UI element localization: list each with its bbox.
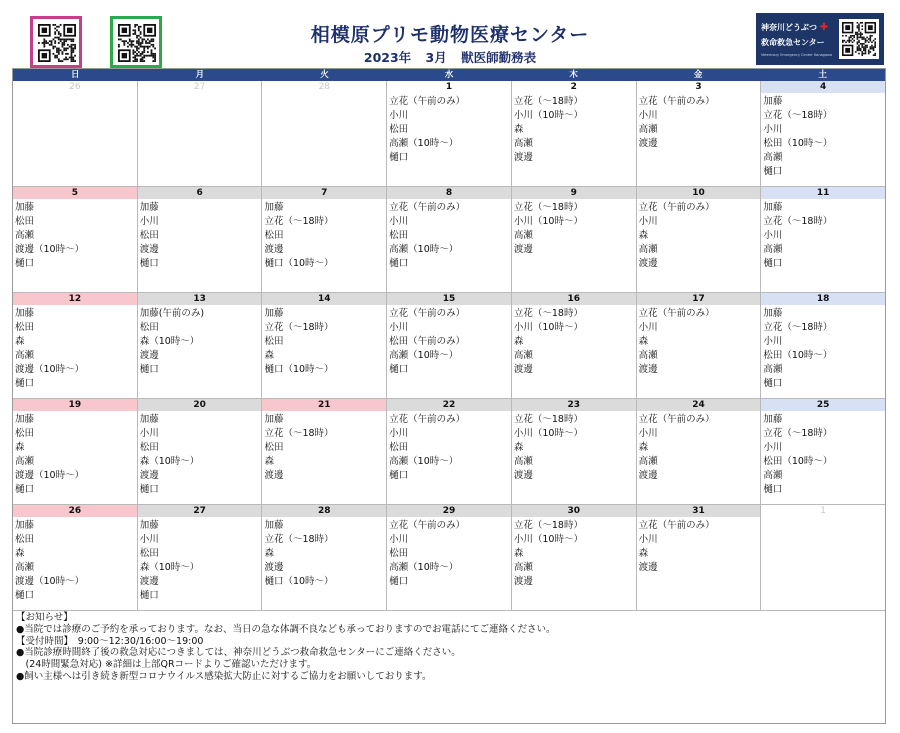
staff-entry: 小川 (389, 322, 409, 333)
weekday-label: 金 (693, 70, 703, 80)
staff-list (761, 199, 885, 271)
staff-entry: 高瀬 (15, 456, 35, 467)
calendar-week-row (13, 187, 885, 293)
day-number: 17 (637, 293, 761, 305)
calendar-day-cell (637, 293, 762, 399)
weekday-label: 火 (320, 70, 329, 80)
staff-entry: 高瀬 (15, 230, 35, 241)
staff-entry: 樋口 (389, 470, 409, 481)
day-number: 22 (387, 399, 511, 411)
staff-entry: 森（10時～） (139, 562, 200, 573)
staff-entry: 渡邊 (513, 152, 533, 163)
staff-entry: 高瀬 (15, 350, 35, 361)
calendar-day-cell (138, 505, 263, 611)
staff-list (512, 411, 636, 483)
staff-entry: 立花（午前のみ） (638, 520, 715, 531)
staff-entry: 小川（10時～） (513, 534, 583, 545)
staff-list (138, 517, 262, 603)
staff-entry: 立花（～18時） (513, 414, 583, 425)
staff-entry: 立花（～18時） (513, 520, 583, 531)
staff-entry: 高瀬 (638, 456, 658, 467)
staff-entry: 樋口 (389, 258, 409, 269)
notice-line: 【お知らせ】 (16, 612, 73, 623)
staff-entry: 森 (513, 548, 524, 559)
staff-list (387, 199, 511, 271)
staff-entry: 小川 (139, 534, 159, 545)
staff-entry: 松田 (139, 442, 159, 453)
day-number: 19 (13, 399, 137, 411)
calendar-day-cell (387, 187, 512, 293)
staff-list (512, 305, 636, 377)
staff-entry: 渡邊 (513, 576, 533, 587)
staff-entry: 加藤 (139, 520, 159, 531)
subtitle-year: 2023年 (363, 50, 412, 65)
staff-entry: 加藤 (15, 414, 35, 425)
calendar-week-row (13, 505, 885, 611)
staff-list (262, 411, 386, 483)
staff-list (512, 93, 636, 165)
calendar-day-cell (138, 293, 263, 399)
staff-entry: 樋口 (763, 166, 783, 177)
staff-list (637, 517, 761, 575)
staff-entry: 立花（～18時） (513, 308, 583, 319)
staff-entry: 樋口 (139, 590, 159, 601)
staff-entry: 樋口 (15, 590, 35, 601)
staff-list (761, 93, 885, 179)
calendar-day-cell (138, 399, 263, 505)
staff-entry: 樋口（10時～） (264, 364, 334, 375)
staff-entry: 小川 (763, 336, 783, 347)
calendar-week-row (13, 293, 885, 399)
staff-entry: 小川 (638, 110, 658, 121)
staff-entry: 立花（～18時） (264, 428, 334, 439)
staff-entry: 立花（午前のみ） (638, 96, 715, 107)
calendar-day-cell (387, 505, 512, 611)
day-number: 29 (387, 505, 511, 517)
calendar-day-cell (262, 187, 387, 293)
calendar-day-cell (637, 399, 762, 505)
day-number: 25 (761, 399, 885, 411)
staff-entry: 立花（～18時） (264, 322, 334, 333)
staff-list (262, 199, 386, 271)
calendar-day-cell (387, 399, 512, 505)
day-number: 7 (262, 187, 386, 199)
day-number: 28 (262, 81, 386, 93)
calendar-day-cell (138, 81, 263, 187)
staff-entry: 立花（午前のみ） (389, 520, 466, 531)
staff-entry: 松田（10時～） (763, 456, 833, 467)
brand-english-name: Veterinary Emergency Center Kanagawa (761, 53, 833, 57)
staff-entry: 高瀬 (15, 562, 35, 573)
calendar-day-cell (637, 505, 762, 611)
weekday-header-row (13, 69, 885, 81)
brand-name-line2: 救命救急センター (761, 38, 825, 47)
calendar-day-cell (637, 81, 762, 187)
staff-entry: 松田 (15, 322, 35, 333)
calendar-day-cell (512, 81, 637, 187)
day-number: 10 (637, 187, 761, 199)
staff-entry: 松田 (264, 336, 284, 347)
staff-entry: 樋口 (15, 258, 35, 269)
staff-entry: 森 (638, 336, 649, 347)
staff-entry: 渡邊 (264, 244, 284, 255)
day-number: 8 (387, 187, 511, 199)
staff-entry: 松田 (15, 428, 35, 439)
day-number: 16 (512, 293, 636, 305)
staff-entry: 高瀬（10時～） (389, 562, 459, 573)
staff-entry: 森 (638, 442, 649, 453)
staff-entry: 樋口 (763, 484, 783, 495)
staff-entry: 松田 (15, 216, 35, 227)
notice-line: (24時間緊急対応) ※詳細は上部QRコードよりご確認いただけます。 (16, 659, 317, 671)
calendar-day-cell (13, 399, 138, 505)
staff-list (138, 199, 262, 271)
staff-entry: 加藤 (763, 414, 783, 425)
staff-entry: 小川 (763, 230, 783, 241)
staff-entry: 小川（10時～） (513, 110, 583, 121)
staff-entry: 森 (264, 350, 274, 361)
staff-list (13, 411, 137, 497)
staff-entry: 立花（～18時） (763, 216, 833, 227)
staff-list (387, 411, 511, 483)
staff-list (512, 199, 636, 257)
red-cross-icon: ✚ (819, 22, 829, 33)
staff-entry: 小川 (389, 428, 409, 439)
staff-entry: 高瀬 (763, 364, 783, 375)
staff-list (13, 305, 137, 391)
emergency-center-banner[interactable] (756, 13, 884, 65)
staff-entry: 樋口（10時～） (264, 258, 334, 269)
staff-entry: 加藤 (763, 96, 783, 107)
day-number: 30 (512, 505, 636, 517)
staff-entry: 高瀬 (763, 152, 783, 163)
day-number: 1 (387, 81, 511, 93)
staff-entry: 立花（～18時） (763, 322, 833, 333)
staff-list (387, 93, 511, 165)
calendar-day-cell (13, 505, 138, 611)
qr-code-icon (842, 22, 876, 56)
staff-entry: 小川 (638, 428, 658, 439)
staff-list (637, 305, 761, 377)
staff-list (387, 305, 511, 377)
day-number: 26 (13, 81, 137, 93)
staff-entry: 高瀬 (638, 350, 658, 361)
calendar-week-row (13, 399, 885, 505)
day-number: 28 (262, 505, 386, 517)
calendar-weeks (13, 81, 885, 611)
staff-entry: 松田 (139, 322, 159, 333)
staff-entry: 森 (513, 336, 524, 347)
staff-entry: 渡邊 (139, 470, 159, 481)
calendar-day-cell (512, 399, 637, 505)
staff-entry: 森 (15, 336, 25, 347)
staff-entry: 小川 (139, 428, 159, 439)
staff-entry: 樋口 (389, 364, 409, 375)
weekday-label: 月 (195, 70, 205, 80)
staff-entry: 渡邊 (638, 258, 658, 269)
weekday-label: 日 (71, 70, 80, 80)
staff-entry: 渡邊 (264, 562, 284, 573)
staff-entry: 小川 (638, 534, 658, 545)
staff-entry: 加藤 (15, 202, 35, 213)
day-number: 15 (387, 293, 511, 305)
day-number: 23 (512, 399, 636, 411)
staff-entry: 渡邊 (139, 244, 159, 255)
staff-entry: 小川 (139, 216, 159, 227)
day-number: 31 (637, 505, 761, 517)
calendar-day-cell (13, 187, 138, 293)
staff-entry: 加藤 (15, 520, 35, 531)
calendar-day-cell (761, 187, 885, 293)
day-number: 27 (138, 81, 262, 93)
staff-entry: 樋口 (389, 152, 409, 163)
staff-list (138, 93, 262, 95)
staff-entry: 松田 (15, 534, 35, 545)
staff-entry: 加藤 (763, 202, 783, 213)
calendar-day-cell (512, 293, 637, 399)
calendar-week-row (13, 81, 885, 187)
staff-entry: 松田（10時～） (763, 138, 833, 149)
staff-entry: 森 (264, 456, 274, 467)
day-number: 1 (761, 505, 885, 517)
staff-list (138, 305, 262, 377)
notice-line: ●当院診療時間終了後の救急対応につきましては、神奈川どうぶつ救命救急センターにご連絡ください。 (16, 647, 461, 659)
day-number: 21 (262, 399, 386, 411)
staff-entry: 樋口（10時～） (264, 576, 334, 587)
staff-entry: 森 (15, 442, 25, 453)
calendar-day-cell (761, 81, 885, 187)
calendar-day-cell (13, 81, 138, 187)
page-title: 相模原プリモ動物医療センター (310, 24, 590, 46)
staff-entry: 立花（午前のみ） (638, 202, 715, 213)
staff-list (138, 411, 262, 497)
staff-entry: 松田 (389, 442, 409, 453)
calendar-day-cell (387, 293, 512, 399)
staff-entry: 小川 (763, 124, 783, 135)
calendar-day-cell (138, 187, 263, 293)
emergency-qr-code[interactable] (839, 19, 879, 59)
staff-entry: 立花（午前のみ） (389, 96, 466, 107)
staff-entry: 渡邊（10時～） (15, 364, 85, 375)
calendar-day-cell (262, 81, 387, 187)
staff-entry: 高瀬 (763, 244, 783, 255)
brand-name-line1 (761, 22, 828, 33)
day-number: 6 (138, 187, 262, 199)
day-number: 12 (13, 293, 137, 305)
day-number: 4 (761, 81, 885, 93)
calendar-day-cell (262, 399, 387, 505)
staff-entry: 森（10時～） (139, 456, 200, 467)
staff-entry: 渡邊 (139, 350, 159, 361)
staff-entry: 渡邊（10時～） (15, 576, 85, 587)
staff-entry: 立花（～18時） (763, 110, 833, 121)
staff-list (512, 517, 636, 589)
staff-entry: 渡邊（10時～） (15, 244, 85, 255)
staff-list (637, 93, 761, 151)
staff-entry: 立花（午前のみ） (638, 308, 715, 319)
staff-entry: 樋口 (389, 576, 409, 587)
staff-entry: 松田 (389, 124, 409, 135)
weekday-label: 土 (818, 70, 828, 80)
staff-entry: 高瀬（10時～） (389, 244, 459, 255)
calendar-day-cell (387, 81, 512, 187)
staff-entry: 加藤 (139, 414, 159, 425)
staff-entry: 松田（午前のみ） (389, 336, 466, 347)
calendar-day-cell (512, 505, 637, 611)
staff-entry: 森 (513, 124, 524, 135)
staff-entry: 森 (638, 230, 649, 241)
staff-entry: 立花（～18時） (513, 202, 583, 213)
staff-entry: 小川（10時～） (513, 428, 583, 439)
staff-entry: 高瀬（10時～） (389, 456, 459, 467)
staff-entry: 小川 (763, 442, 783, 453)
staff-entry: 樋口 (763, 378, 783, 389)
weekday-label: 木 (569, 70, 578, 80)
staff-entry: 加藤 (139, 202, 159, 213)
staff-entry: 立花（～18時） (264, 216, 334, 227)
staff-entry: 加藤 (763, 308, 783, 319)
staff-entry: 立花（～18時） (513, 96, 583, 107)
subtitle-label: 獣医師勤務表 (461, 50, 537, 65)
weekday-label: 水 (444, 70, 454, 80)
staff-entry: 森 (15, 548, 25, 559)
calendar-day-cell (512, 187, 637, 293)
staff-entry: 加藤(午前のみ) (139, 308, 205, 319)
staff-entry: 立花（～18時） (763, 428, 833, 439)
staff-entry: 森 (264, 548, 274, 559)
staff-entry: 高瀬 (513, 230, 533, 241)
staff-list (761, 305, 885, 391)
staff-entry: 渡邊 (513, 470, 533, 481)
staff-list (262, 305, 386, 377)
calendar-day-cell (761, 505, 885, 611)
staff-entry: 森 (513, 442, 524, 453)
day-number: 2 (512, 81, 636, 93)
day-number: 13 (138, 293, 262, 305)
staff-entry: 渡邊 (638, 470, 658, 481)
staff-entry: 小川（10時～） (513, 322, 583, 333)
calendar-day-cell (637, 187, 762, 293)
staff-entry: 渡邊 (513, 364, 533, 375)
day-number: 26 (13, 505, 137, 517)
notice-line: ●当院では診療のご予約を承っております。なお、当日の急な体調不良なども承っておりますのでお電話にてご連絡ください。 (16, 623, 556, 635)
brand-name-text: 神奈川どうぶつ (761, 23, 817, 32)
staff-entry: 森（10時～） (139, 336, 200, 347)
day-number: 5 (13, 187, 137, 199)
calendar-day-cell (761, 399, 885, 505)
notice-box (13, 611, 888, 683)
staff-list (637, 199, 761, 271)
staff-entry: 渡邊 (139, 576, 159, 587)
staff-entry: 渡邊 (638, 138, 658, 149)
staff-entry: 渡邊 (638, 364, 658, 375)
day-number: 18 (761, 293, 885, 305)
staff-entry: 高瀬 (513, 456, 533, 467)
staff-entry: 立花（午前のみ） (389, 308, 466, 319)
staff-list (761, 517, 885, 519)
staff-list (13, 93, 137, 95)
staff-list (13, 517, 137, 603)
day-number: 14 (262, 293, 386, 305)
staff-entry: 渡邊 (513, 244, 533, 255)
staff-entry: 樋口 (763, 258, 783, 269)
staff-entry: 加藤 (264, 202, 284, 213)
staff-entry: 樋口 (15, 484, 35, 495)
day-number: 11 (761, 187, 885, 199)
staff-entry: 加藤 (264, 414, 284, 425)
calendar-day-cell (262, 505, 387, 611)
staff-entry: 高瀬 (513, 350, 533, 361)
staff-entry: 小川 (389, 110, 409, 121)
staff-entry: 森 (638, 548, 649, 559)
staff-entry: 高瀬 (513, 138, 533, 149)
staff-list (262, 93, 386, 95)
notice-line: 【受付時間】 9:00～12:30/16:00～19:00 (16, 635, 204, 647)
day-number: 24 (637, 399, 761, 411)
staff-entry: 高瀬 (638, 124, 658, 135)
staff-list (262, 517, 386, 589)
staff-entry: 小川（10時～） (513, 216, 583, 227)
staff-entry: 渡邊 (638, 562, 658, 573)
staff-entry: 樋口 (15, 378, 35, 389)
staff-list (637, 411, 761, 483)
staff-entry: 樋口 (139, 258, 159, 269)
staff-entry: 小川 (389, 216, 409, 227)
staff-entry: 松田（10時～） (763, 350, 833, 361)
staff-entry: 加藤 (264, 308, 284, 319)
staff-entry: 小川 (638, 322, 658, 333)
staff-entry: 高瀬（10時～） (389, 350, 459, 361)
subtitle-month: 3月 (425, 50, 447, 65)
staff-list (761, 411, 885, 497)
staff-entry: 渡邊（10時～） (15, 470, 85, 481)
staff-entry: 高瀬 (513, 562, 533, 573)
staff-list (13, 199, 137, 271)
staff-entry: 加藤 (15, 308, 35, 319)
staff-entry: 松田 (139, 548, 159, 559)
staff-entry: 小川 (389, 534, 409, 545)
staff-entry: 松田 (389, 230, 409, 241)
staff-entry: 松田 (264, 230, 284, 241)
staff-entry: 松田 (264, 442, 284, 453)
staff-entry: 松田 (139, 230, 159, 241)
staff-entry: 樋口 (139, 364, 159, 375)
staff-entry: 高瀬 (638, 244, 658, 255)
calendar-day-cell (262, 293, 387, 399)
staff-entry: 樋口 (139, 484, 159, 495)
staff-entry: 立花（午前のみ） (638, 414, 715, 425)
staff-entry: 立花（～18時） (264, 534, 334, 545)
calendar-day-cell (13, 293, 138, 399)
staff-entry: 高瀬（10時～） (389, 138, 459, 149)
staff-entry: 立花（午前のみ） (389, 202, 466, 213)
day-number: 20 (138, 399, 262, 411)
staff-entry: 加藤 (264, 520, 284, 531)
staff-entry: 立花（午前のみ） (389, 414, 466, 425)
notice-line: ●飼い主様へは引き続き新型コロナウイルス感染拡大防止に対するご協力をお願いしております。 (16, 670, 432, 682)
day-number: 9 (512, 187, 636, 199)
staff-entry: 渡邊 (264, 470, 284, 481)
staff-entry: 高瀬 (763, 470, 783, 481)
calendar-day-cell (761, 293, 885, 399)
staff-entry: 松田 (389, 548, 409, 559)
day-number: 3 (637, 81, 761, 93)
duty-calendar (12, 68, 886, 724)
day-number: 27 (138, 505, 262, 517)
staff-list (387, 517, 511, 589)
staff-entry: 小川 (638, 216, 658, 227)
